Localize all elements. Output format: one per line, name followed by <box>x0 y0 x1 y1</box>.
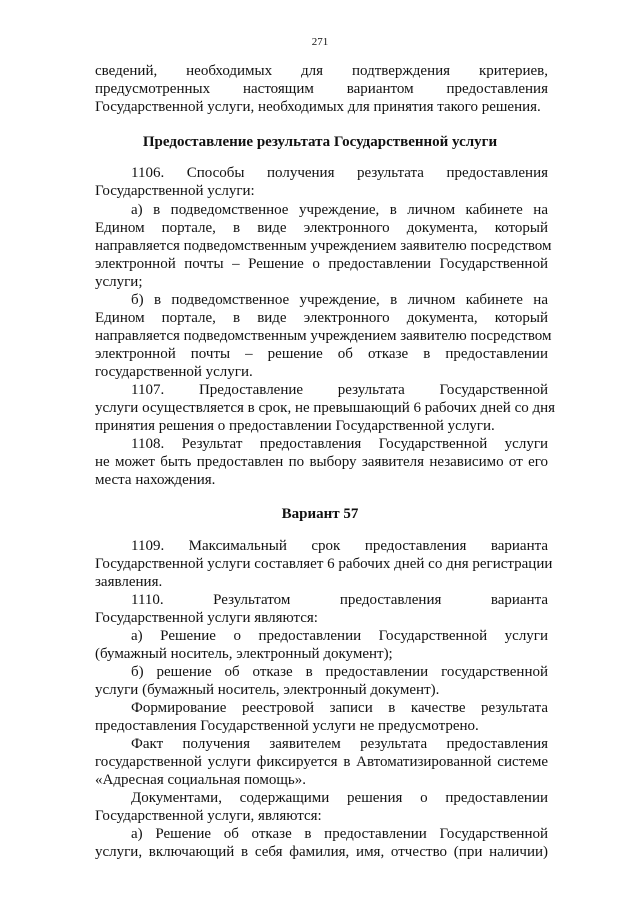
text-line: государственной услуги фиксируется в Автоматизированной системе <box>95 754 548 770</box>
text-line: направляется подведомственным учреждением заявителю посредством <box>95 238 552 254</box>
text-line: услуги осуществляется в срок, не превышающий 6 рабочих дней со дня <box>95 400 556 416</box>
text-line: Формирование реестровой записи в качестве результата <box>131 700 548 716</box>
section-heading: Вариант 57 <box>281 506 359 522</box>
text-line: 1106. Способы получения результата предоставления <box>131 165 548 181</box>
text-line: заявления. <box>95 574 163 590</box>
page-number: 271 <box>311 36 329 48</box>
text-line: государственной услуги. <box>95 364 253 380</box>
text-line: Государственной услуги являются: <box>95 610 318 626</box>
text-line: 1107. Предоставление результата Государственной <box>131 382 548 398</box>
text-line: Государственной услуги, необходимых для принятия такого решения. <box>95 99 541 115</box>
text-line: 1108. Результат предоставления Государственной услуги <box>131 436 548 452</box>
text-line: а) Решение о предоставлении Государственной услуги <box>131 628 548 644</box>
text-line: Едином портале, в виде электронного документа, который <box>95 310 548 326</box>
section-heading: Предоставление результата Государственной услуги <box>142 134 498 150</box>
text-line: «Адресная социальная помощь». <box>95 772 307 788</box>
text-line: предоставления Государственной услуги не предусмотрено. <box>95 718 479 734</box>
text-line: места нахождения. <box>95 472 216 488</box>
text-line: услуги; <box>95 274 143 290</box>
text-line: принятия решения о предоставлении Государственной услуги. <box>95 418 495 434</box>
text-line: Факт получения заявителем результата предоставления <box>131 736 548 752</box>
text-line: б) решение об отказе в предоставлении государственной <box>131 664 548 680</box>
text-line: не может быть предоставлен по выбору заявителя независимо от его <box>95 454 548 470</box>
text-line: а) в подведомственное учреждение, в личном кабинете на <box>131 202 548 218</box>
text-line: Государственной услуги, являются: <box>95 808 322 824</box>
text-line: услуги (бумажный носитель, электронный документ). <box>95 682 440 698</box>
text-line: 1110. Результатом предоставления варианта <box>131 592 548 608</box>
text-line: предусмотренных настоящим вариантом предоставления <box>95 81 548 97</box>
text-line: Документами, содержащими решения о предоставлении <box>131 790 548 806</box>
text-line: сведений, необходимых для подтверждения критериев, <box>95 63 548 79</box>
text-line: электронной почты – Решение о предоставлении Государственной <box>95 256 548 272</box>
text-line: направляется подведомственным учреждением заявителю посредством <box>95 328 552 344</box>
text-line: (бумажный носитель, электронный документ); <box>95 646 393 662</box>
text-line: 1109. Максимальный срок предоставления варианта <box>131 538 548 554</box>
text-line: услуги, включающий в себя фамилия, имя, отчество (при наличии) <box>95 844 548 860</box>
text-line: б) в подведомственное учреждение, в личном кабинете на <box>131 292 548 308</box>
text-line: Государственной услуги составляет 6 рабочих дней со дня регистрации <box>95 556 553 572</box>
text-line: электронной почты – решение об отказе в предоставлении <box>95 346 548 362</box>
text-line: Едином портале, в виде электронного документа, который <box>95 220 548 236</box>
text-line: а) Решение об отказе в предоставлении Государственной <box>131 826 548 842</box>
text-line: Государственной услуги: <box>95 183 255 199</box>
